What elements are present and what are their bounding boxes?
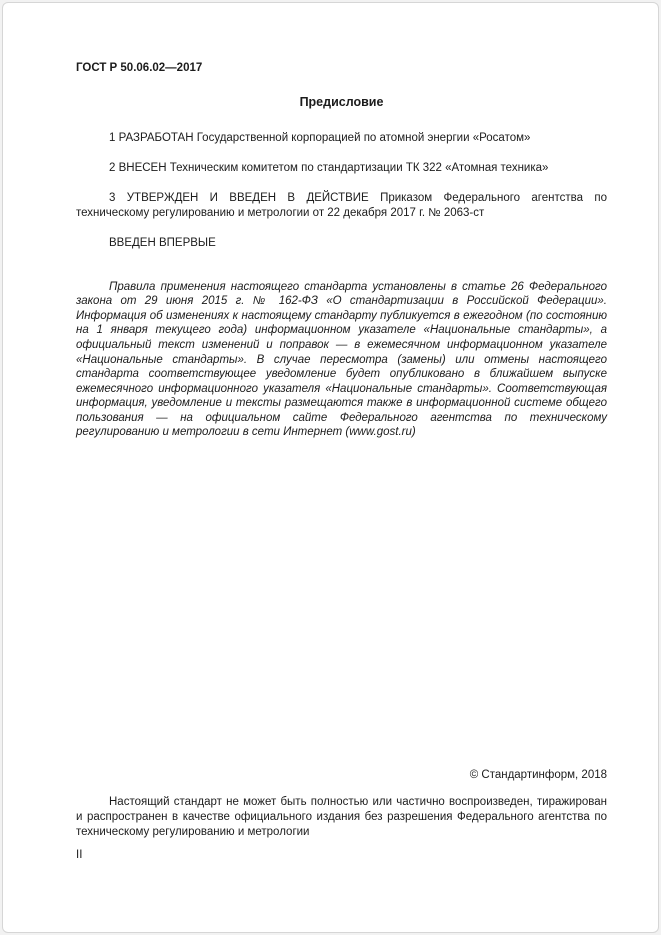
foreword-item-first-edition: ВВЕДЕН ВПЕРВЫЕ <box>109 237 216 250</box>
reproduction-restriction-note: Настоящий стандарт не может быть полностью или частично воспроизведен, тиражирован и распространен в качестве официального издания без разрешения Федерального агентства по техническому регулированию и метрологии <box>76 796 607 838</box>
foreword-item-submitted: 2 ВНЕСЕН Техническим комитетом по стандартизации ТК 322 «Атомная техника» <box>109 161 549 174</box>
foreword-item-developed: 1 РАЗРАБОТАН Государственной корпорацией по атомной энергии «Росатом» <box>109 131 531 144</box>
page-title: Предисловие <box>299 95 384 110</box>
foreword-item-approved: 3 УТВЕРЖДЕН И ВВЕДЕН В ДЕЙСТВИЕ Приказом Федерального агентства по техническому регулированию и метрологии от 22 декабря 2017 г. № 2063-ст <box>76 192 607 220</box>
legal-application-note: Правила применения настоящего стандарта установлены в статье 26 Федерального закона от 29 июня 2015 г. № 162-ФЗ «О стандартизации в Российской Федерации». Информация об изменениях к настоящему стандарту публикуется в ежегодном (по состоянию на 1 января текущего года) информационном указателе «Национальные стандарты», а официальный текст изменений и поправок — в ежемесячном информационном указателе «Национальные стандарты». В случае пересмотра (замены) или отмены настоящего стандарта соответствующее уведомление будет опубликовано в ближайшем выпуске ежемесячного информационного указателя «Национальные стандарты». Соответствующая информация, уведомление и тексты размещаются также в информационной системе общего пользования — на официальном сайте Федерального агентства по техническому регулированию и метрологии в сети Интернет (www.gost.ru) <box>76 280 607 439</box>
copyright-notice: © Стандартинформ, 2018 <box>469 769 607 781</box>
standard-designation: ГОСТ Р 50.06.02—2017 <box>76 62 203 74</box>
document-page <box>2 2 659 933</box>
page-number: II <box>76 849 83 861</box>
